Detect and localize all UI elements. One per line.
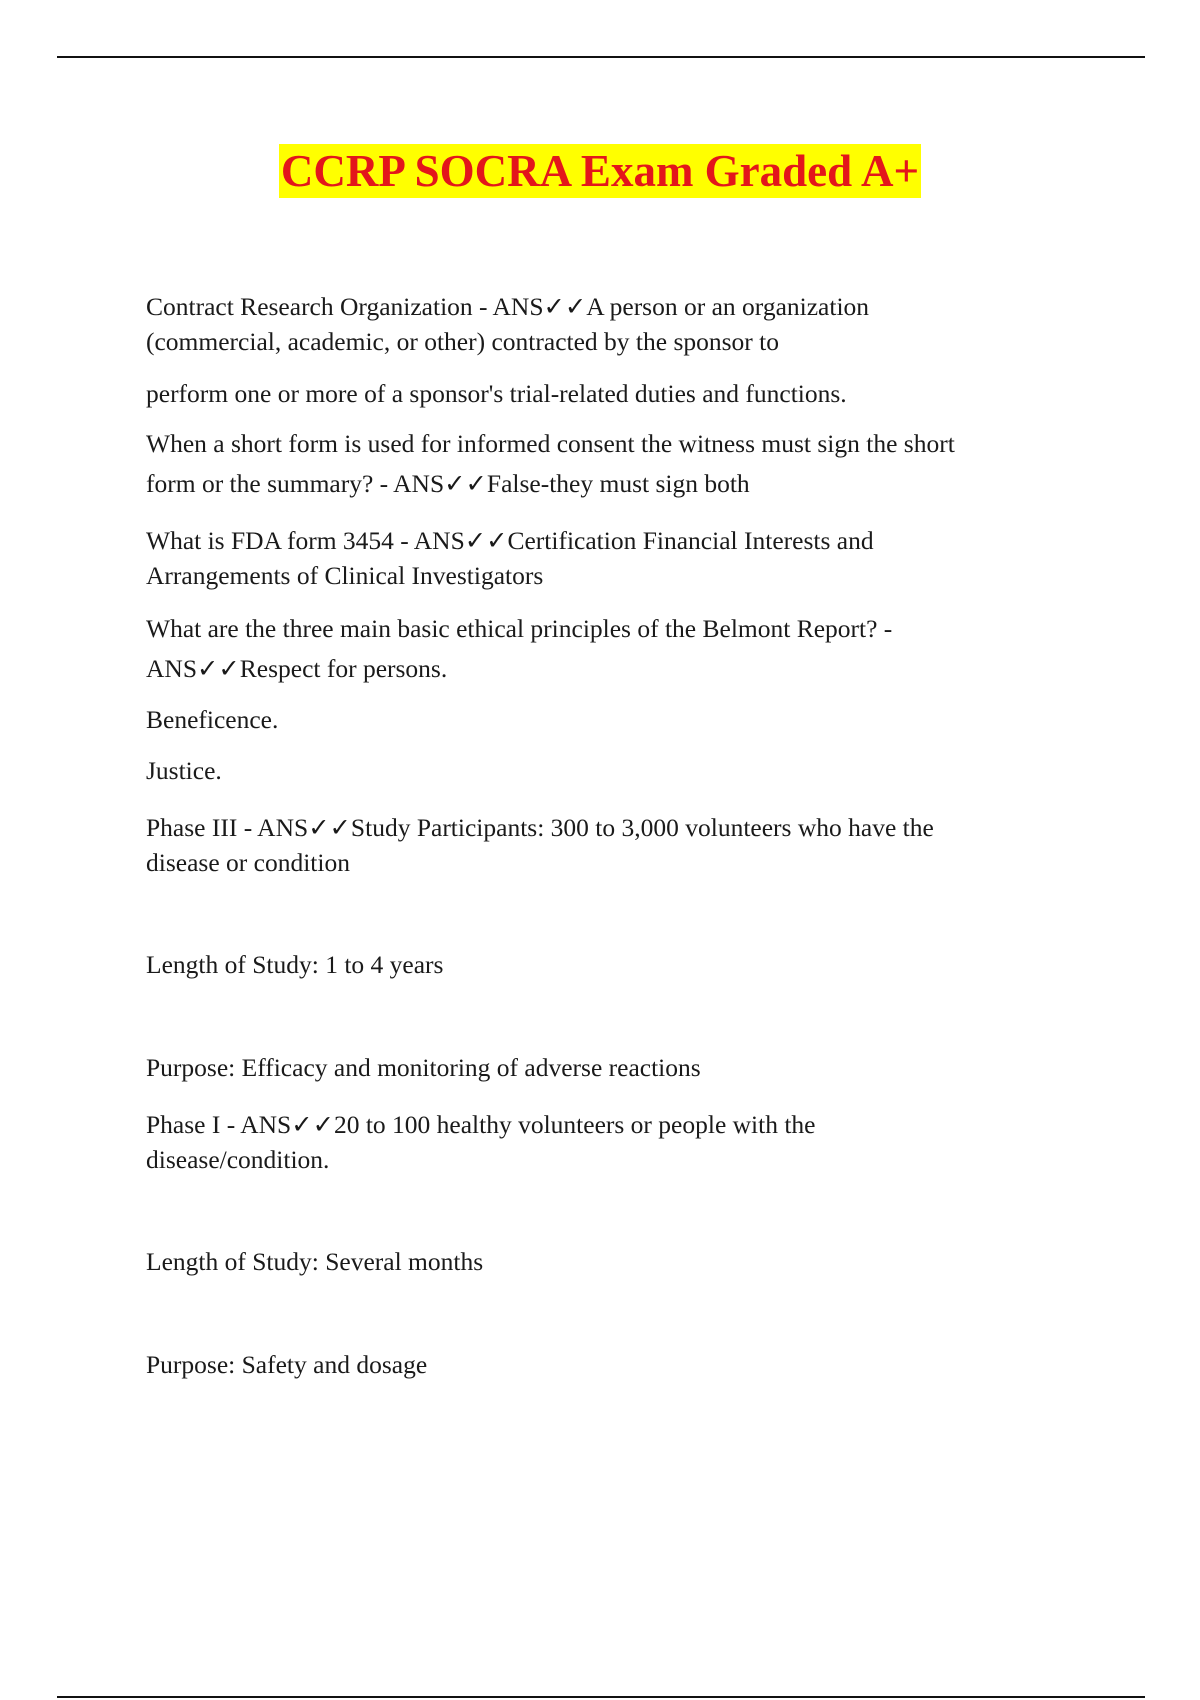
paragraph-belmont — [146, 609, 1076, 689]
top-rule — [57, 56, 1145, 58]
paragraph-phase-one-length — [146, 1244, 1076, 1279]
paragraph-line: Purpose: Efficacy and monitoring of adverse reactions — [146, 1053, 701, 1082]
paragraph-line: Arrangements of Clinical Investigators — [146, 561, 544, 590]
paragraph-line: Justice. — [146, 756, 222, 785]
paragraph-phase-one — [146, 1107, 1076, 1177]
paragraph-line: Contract Research Organization - ANS✓✓A person or an organization — [146, 292, 870, 321]
paragraph-line: Length of Study: Several months — [146, 1247, 484, 1276]
paragraph-line: Phase I - ANS✓✓20 to 100 healthy volunteers or people with the — [146, 1110, 816, 1139]
paragraph-line: form or the summary? - ANS✓✓False-they must sign both — [146, 469, 750, 498]
paragraph-phase-one-purpose — [146, 1347, 1076, 1382]
paragraph-line: Beneficence. — [146, 705, 279, 734]
paragraph-phase-three-length — [146, 947, 1076, 982]
paragraph-short-form — [146, 424, 1076, 504]
paragraph-phase-three-purpose — [146, 1050, 1076, 1085]
paragraph-line: perform one or more of a sponsor's trial-related duties and functions. — [146, 379, 847, 408]
bottom-rule — [57, 1696, 1145, 1698]
paragraph-line: Phase III - ANS✓✓Study Participants: 300 to 3,000 volunteers who have the — [146, 813, 934, 842]
paragraph-justice — [146, 753, 1076, 788]
paragraph-line: ANS✓✓Respect for persons. — [146, 654, 448, 683]
paragraph-line: Length of Study: 1 to 4 years — [146, 950, 444, 979]
paragraph-line: What are the three main basic ethical principles of the Belmont Report? - — [146, 614, 893, 643]
paragraph-line: disease or condition — [146, 848, 350, 877]
paragraph-line: When a short form is used for informed consent the witness must sign the short — [146, 429, 955, 458]
paragraph-beneficence — [146, 702, 1076, 737]
paragraph-phase-three — [146, 810, 1076, 880]
paragraph-line: disease/condition. — [146, 1145, 330, 1174]
title-container — [0, 144, 1200, 198]
paragraph-cro — [146, 289, 1076, 359]
paragraph-line: (commercial, academic, or other) contracted by the sponsor to — [146, 327, 779, 356]
document-title: CCRP SOCRA Exam Graded A+ — [280, 146, 920, 196]
paragraph-line: Purpose: Safety and dosage — [146, 1350, 428, 1379]
paragraph-fda-form — [146, 523, 1076, 593]
paragraph-cro-continued — [146, 376, 1076, 411]
paragraph-line: What is FDA form 3454 - ANS✓✓Certification Financial Interests and — [146, 526, 874, 555]
